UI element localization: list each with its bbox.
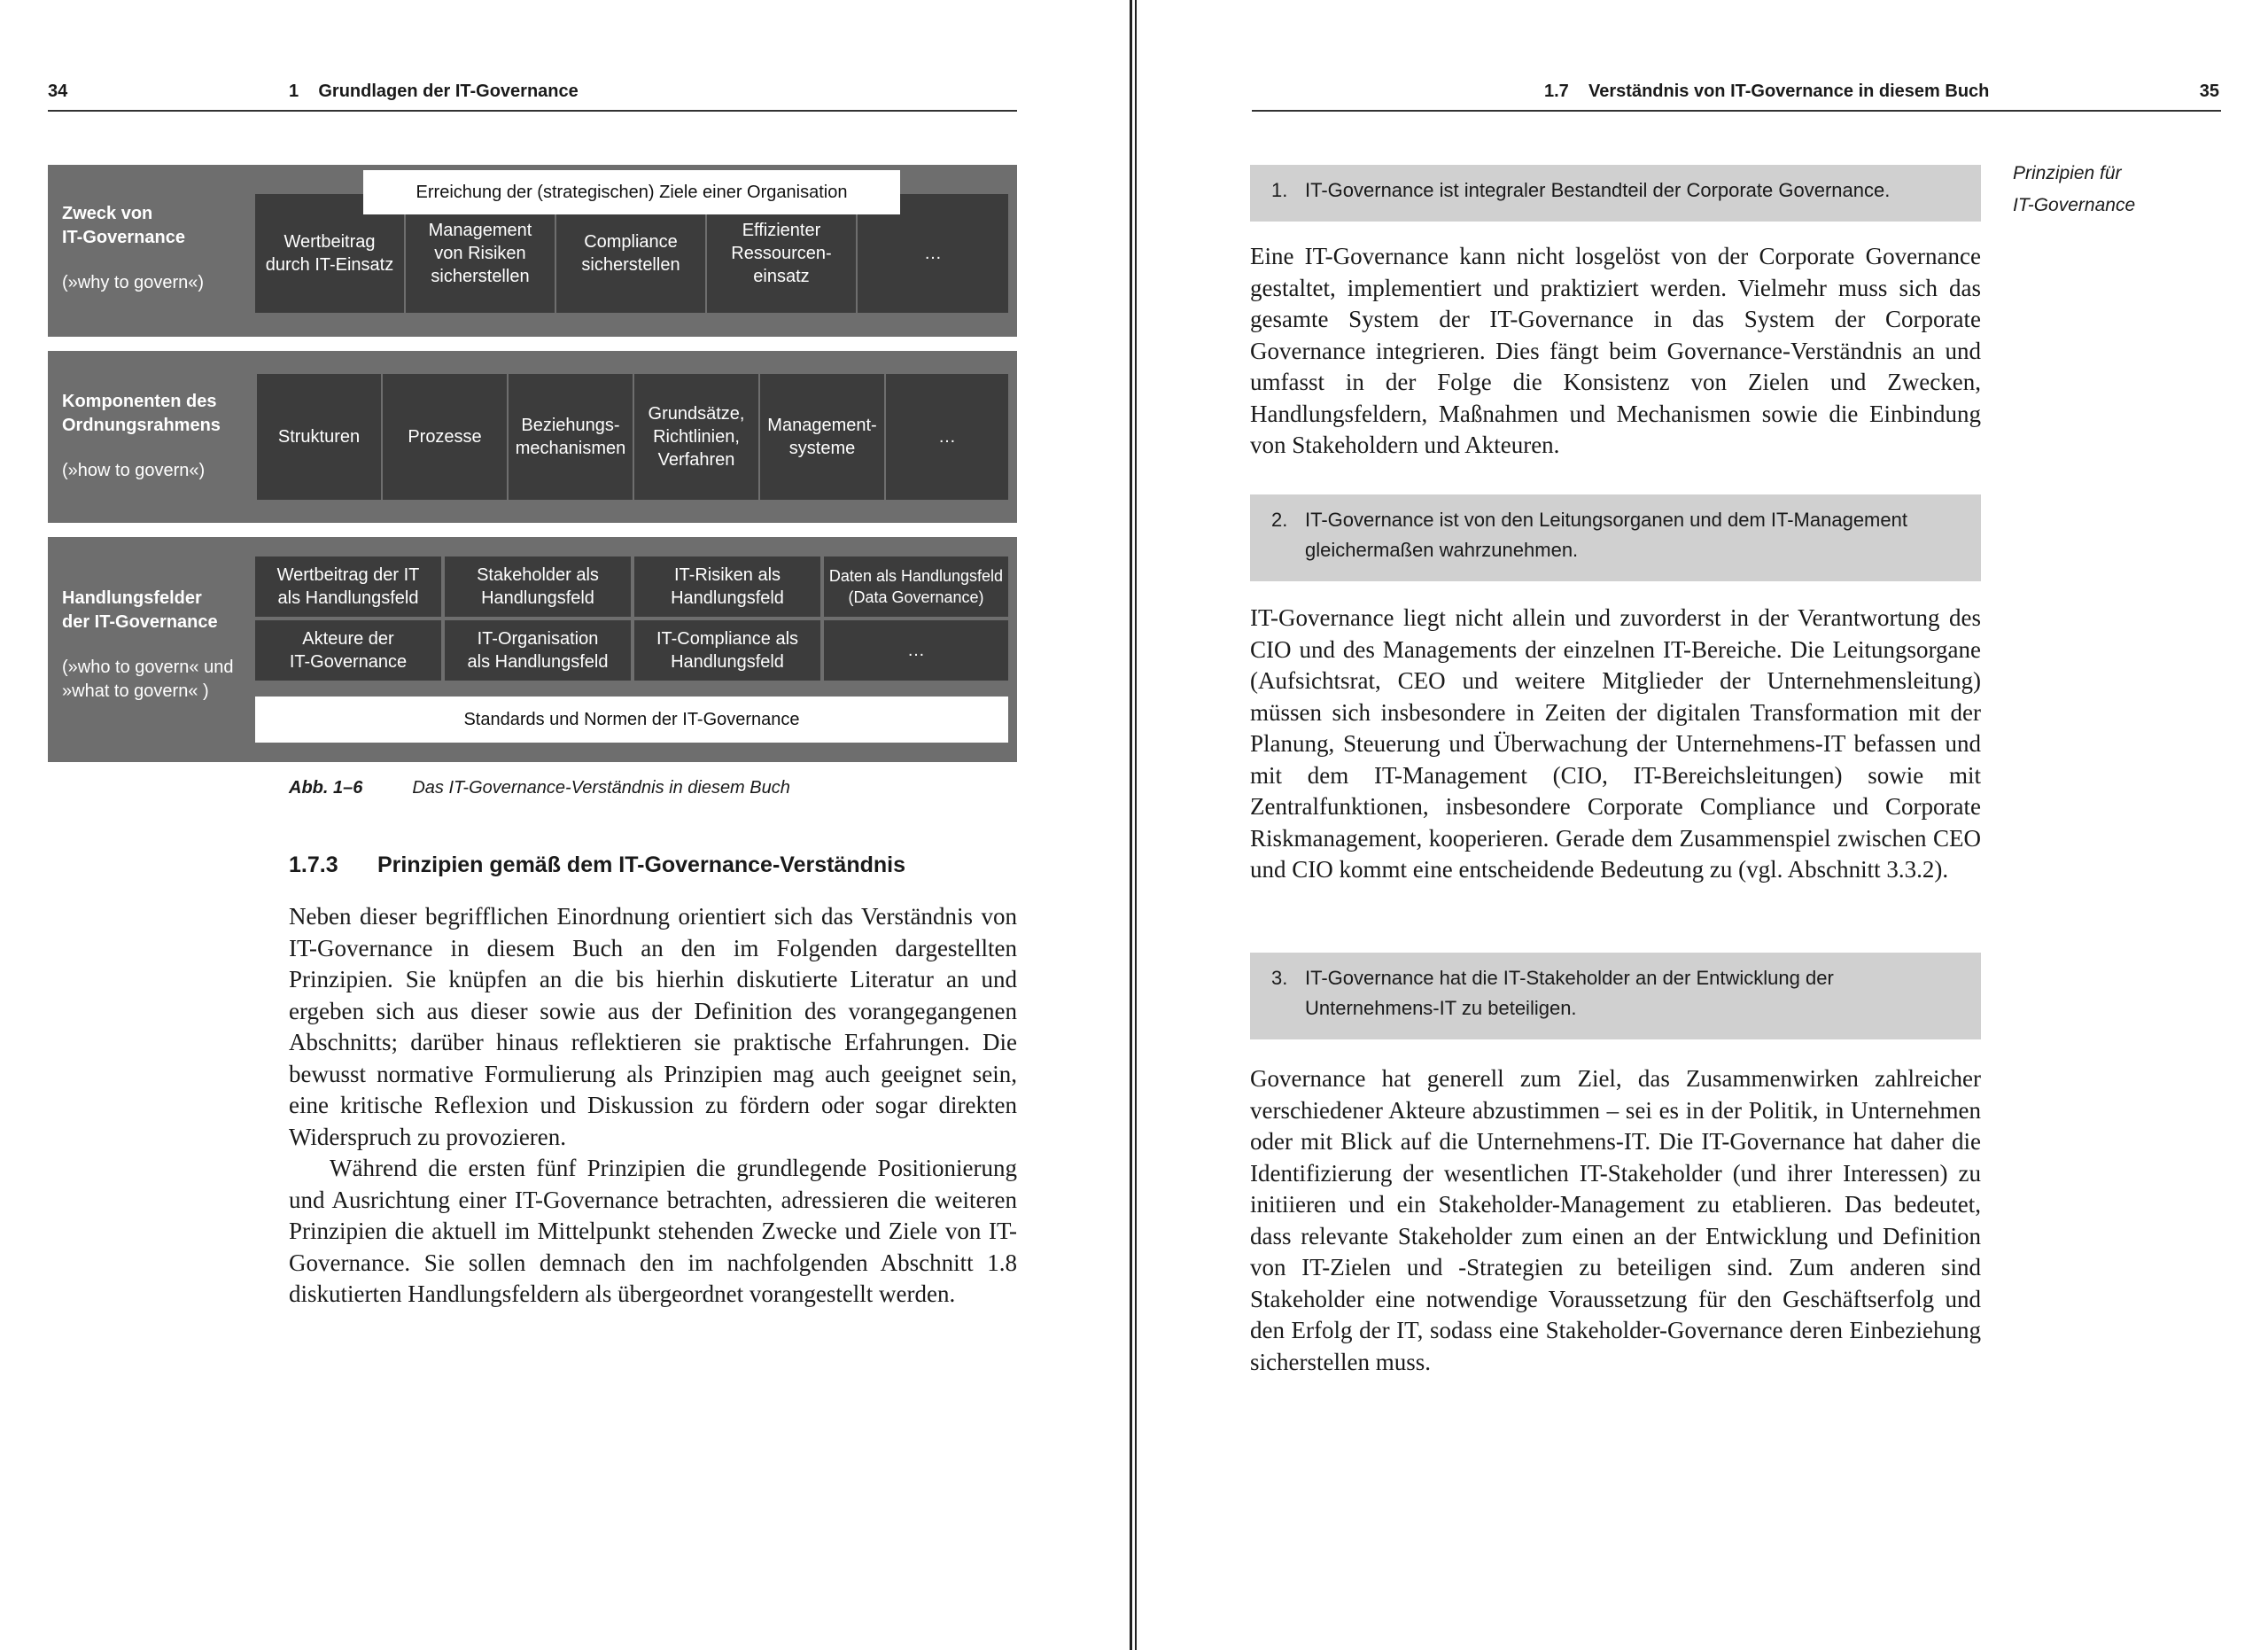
running-title-left: 1 Grundlagen der IT-Governance — [289, 82, 579, 101]
component-cell: Beziehungs- mechanismen — [509, 374, 633, 500]
band-purpose-subtitle: (»why to govern«) — [62, 273, 205, 292]
field-cell: Daten als Handlungsfeld (Data Governance) — [824, 556, 1008, 617]
paragraph: Während die ersten fünf Prinzipien die grundlegende Positionierung und Ausrichtung einer IT-Governance betrachten, adressieren die weiteren Prinzipien die aktuell im Mittelpunkt stehenden Zwecke und Ziele von IT-Governance. Sie sollen demnach den im nachfolgenden Abschnitt 1.8 diskutierten Handlungsfeldern als übergeordnet vorangestellt werden. — [289, 1155, 1017, 1307]
principle-number: 2. — [1271, 509, 1288, 531]
field-cell: Akteure der IT-Governance — [255, 620, 441, 681]
purpose-goal-bar: Erreichung der (strategischen) Ziele einer Organisation — [363, 170, 900, 214]
field-cell: Wertbeitrag der IT als Handlungsfeld — [255, 556, 441, 617]
left-page — [0, 0, 1132, 1650]
page-number-right: 35 — [2199, 82, 2219, 101]
section-number: 1.7.3 — [289, 852, 338, 877]
section-heading — [289, 852, 905, 878]
principle-number: 1. — [1271, 179, 1288, 201]
purpose-cell: Compliance sicherstellen — [556, 194, 705, 313]
principle-text: IT-Governance hat die IT-Stakeholder an der Entwicklung der Unternehmens-IT zu beteiligen. — [1305, 967, 1834, 1019]
paragraph: Neben dieser begrifflichen Einordnung orientiert sich das Verständnis von IT-Governance in diesem Buch an den im Folgenden dargestellten Prinzipien. Sie knüpfen an die bis hierhin diskutierte Literatur an und ergeben sich aus dieser sowie aus der Definition des vorangegangenen Abschnitts; darüber hinaus reflektieren sie praktische Erfahrungen. Die bewusst normative Formulierung als Prinzipien mag auch geeignet sein, eine kritische Reflexion und Diskussion zu fördern oder sogar direkten Widerspruch zu provozieren. — [289, 903, 1017, 1150]
purpose-cell: Management von Risiken sicherstellen — [406, 194, 555, 313]
band-fields-subtitle: (»who to govern« und »what to govern« ) — [62, 658, 234, 701]
paragraph: Eine IT-Governance kann nicht losgelöst von der Corporate Governance gestaltet, implementiert und praktiziert werden. Vielmehr muss sich das gesamte System der IT-Governance in das System der Corporate Governance integrieren. Dies fängt beim Governance-Verständnis an und umfasst in der Folge die Konsistenz von Zielen und Zwecken, Handlungsfeldern, Maßnahmen und Mechanismen sowie die Einbindung von Stakeholdern und Akteuren. — [1250, 243, 1981, 458]
component-cell: Management- systeme — [760, 374, 884, 500]
principle-box — [1250, 165, 1981, 222]
running-header-right — [1252, 78, 2221, 112]
band-fields — [48, 537, 1017, 762]
component-cell: Prozesse — [383, 374, 507, 500]
component-cell: Grundsätze, Richtlinien, Verfahren — [634, 374, 758, 500]
left-body-text — [289, 901, 1017, 1311]
principle-box — [1250, 494, 1981, 581]
governance-diagram — [48, 165, 1017, 762]
purpose-cell: Wertbeitrag durch IT-Einsatz — [255, 194, 404, 313]
purpose-cell: … — [858, 194, 1008, 313]
principle-box — [1250, 953, 1981, 1039]
section-title: Prinzipien gemäß dem IT-Governance-Verständnis — [377, 852, 905, 877]
running-header-left — [48, 78, 1017, 112]
band-components — [48, 351, 1017, 523]
figure-caption-text: Das IT-Governance-Verständnis in diesem Buch — [412, 778, 790, 798]
field-cell: IT-Compliance als Handlungsfeld — [634, 620, 820, 681]
standards-bar: Standards und Normen der IT-Governance — [255, 697, 1008, 743]
paragraph: IT-Governance liegt nicht allein und zuvorderst in der Verantwortung des CIO und des Managements der einzelnen IT-Bereiche. Die Leitungsorgane (Aufsichtsrat, CEO und weitere Mitglieder der Unternehmensleitung) müssen sich insbesondere in Zeiten der digitalen Transformation mit der Planung, Steuerung und Überwachung der Unternehmens-IT befassen und mit dem IT-Management (CIO, IT-Bereichsleitungen) sowie mit Zentralfunktionen, insbesondere Corporate Compliance und Corporate Riskmanagement, kooperieren. Gerade dem Zusammenspiel zwischen CEO und CIO kommt eine entscheidende Bedeutung zu (vgl. Abschnitt 3.3.2). — [1250, 604, 1981, 883]
field-cell: IT-Organisation als Handlungsfeld — [445, 620, 631, 681]
band-purpose — [48, 165, 1017, 337]
field-cell: Stakeholder als Handlungsfeld — [445, 556, 631, 617]
figure-caption — [289, 778, 790, 798]
right-paragraph — [1250, 241, 1981, 462]
band-fields-title: Handlungsfelder der IT-Governance — [62, 588, 218, 632]
margin-note: Prinzipien für IT-Governance — [2013, 163, 2136, 215]
running-title-right: 1.7 Verständnis von IT-Governance in diesem Buch — [1544, 82, 1990, 101]
field-cell: … — [824, 620, 1008, 681]
purpose-cell: Effizienter Ressourcen- einsatz — [707, 194, 856, 313]
field-cell: IT-Risiken als Handlungsfeld — [634, 556, 820, 617]
component-cell: Strukturen — [257, 374, 381, 500]
band-purpose-title: Zweck von IT-Governance — [62, 204, 185, 247]
page-number-left: 34 — [48, 82, 68, 101]
principle-text: IT-Governance ist von den Leitungsorganen und dem IT-Management gleichermaßen wahrzunehmen. — [1305, 509, 1907, 561]
right-paragraph — [1250, 603, 1981, 886]
right-paragraph — [1250, 1063, 1981, 1378]
band-components-title: Komponenten des Ordnungsrahmens — [62, 392, 221, 435]
band-components-subtitle: (»how to govern«) — [62, 461, 206, 480]
principle-number: 3. — [1271, 967, 1288, 989]
component-cell: … — [886, 374, 1008, 500]
figure-caption-label: Abb. 1–6 — [289, 778, 363, 798]
paragraph: Governance hat generell zum Ziel, das Zusammenwirken zahlreicher verschiedener Akteure abzustimmen – sei es in der Politik, in Unternehmen oder mit Blick auf die Unternehmens-IT. Die IT-Governance hat daher die Identifizierung der wesentlichen IT-Stakeholder (und ihrer Interessen) zu initiieren und ein Stakeholder-Management zu etablieren. Das bedeutet, dass relevante Stakeholder zum einen an der Entwicklung und Definition von IT-Zielen und -Strategien zu beteiligen sind. Zum anderen sind Stakeholder eine notwendige Voraussetzung für den Geschäftserfolg und den Erfolg der IT, sodass eine Stakeholder-Governance deren Einbeziehung sicherstellen muss. — [1250, 1065, 1981, 1375]
principle-text: IT-Governance ist integraler Bestandteil der Corporate Governance. — [1305, 179, 1891, 201]
